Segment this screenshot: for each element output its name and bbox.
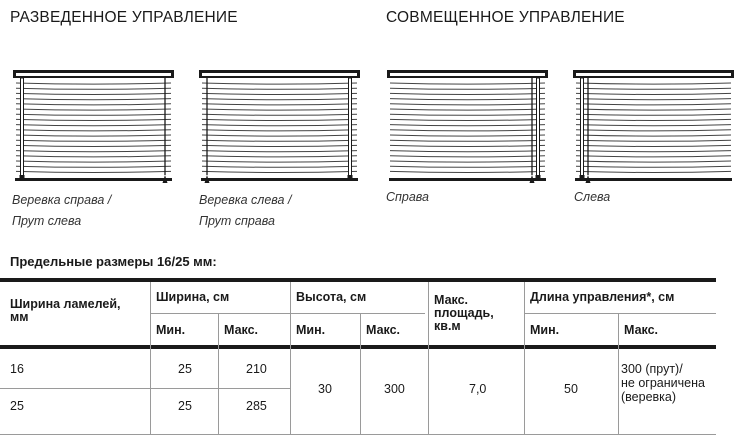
header-max-area <box>434 294 494 333</box>
cell-width-min-25: 25 <box>178 399 192 413</box>
header-line: кв.м <box>434 319 461 333</box>
slat <box>202 104 357 105</box>
cell-line: не ограничена <box>621 376 705 390</box>
grid-line <box>0 388 290 389</box>
slat <box>390 83 545 84</box>
bottom-rail <box>575 178 732 181</box>
slat <box>576 161 731 162</box>
slat <box>390 161 545 162</box>
grid-line <box>618 314 619 434</box>
caption-line: Веревка слева / <box>199 193 292 207</box>
slat <box>202 114 357 115</box>
slat <box>390 156 545 157</box>
cell-slat-16: 16 <box>10 362 24 376</box>
slat <box>576 140 731 141</box>
slat <box>202 93 357 94</box>
slat <box>390 151 545 152</box>
header-slat-width <box>10 298 121 324</box>
header-width: Ширина, см <box>156 290 230 304</box>
header-line: Ширина ламелей, <box>10 297 121 311</box>
grid-line <box>0 434 716 435</box>
slat <box>576 99 731 100</box>
slat <box>16 93 171 94</box>
slat <box>16 119 171 120</box>
slat <box>202 145 357 146</box>
slat <box>202 161 357 162</box>
slat <box>16 166 171 167</box>
slat <box>16 114 171 115</box>
bottom-rail <box>389 178 546 181</box>
slat <box>390 114 545 115</box>
slat <box>202 166 357 167</box>
slat <box>202 109 357 110</box>
header-control-length: Длина управления*, см <box>530 290 675 304</box>
slat <box>390 171 545 172</box>
header-height-min: Мин. <box>296 323 326 337</box>
slat <box>576 151 731 152</box>
slat <box>202 140 357 141</box>
slat <box>576 166 731 167</box>
slat <box>202 119 357 120</box>
cell-control-min: 50 <box>564 382 578 396</box>
slat <box>16 140 171 141</box>
blind-svg <box>12 67 175 185</box>
head-rail-inner <box>576 73 731 76</box>
header-control-min: Мин. <box>530 323 560 337</box>
slat <box>202 151 357 152</box>
blind-diagram-cord-right-rod-left <box>12 67 175 185</box>
slat <box>16 130 171 131</box>
grid-line <box>524 313 716 314</box>
grid-line <box>524 282 525 434</box>
cell-line: 300 (прут)/ <box>621 362 683 376</box>
slat <box>576 114 731 115</box>
slat <box>16 125 171 126</box>
caption-line: Прут справа <box>199 214 275 228</box>
caption-line: Справа <box>386 190 430 204</box>
blind-diagram-control-right <box>386 67 549 185</box>
control-rod-tip <box>348 175 353 180</box>
header-height: Высота, см <box>296 290 367 304</box>
slat <box>390 109 545 110</box>
table-top-rule <box>0 278 716 282</box>
slat <box>390 93 545 94</box>
caption-blind-4 <box>574 187 610 208</box>
grid-line <box>290 282 291 434</box>
cell-slat-25: 25 <box>10 399 24 413</box>
control-rod-tip <box>580 175 585 180</box>
header-width-min: Мин. <box>156 323 186 337</box>
head-rail-inner <box>390 73 545 76</box>
slat <box>576 109 731 110</box>
blind-svg <box>198 67 361 185</box>
cell-height-max: 300 <box>384 382 405 396</box>
slat <box>390 166 545 167</box>
header-line: площадь, <box>434 306 494 320</box>
control-rod <box>349 78 352 178</box>
separated-control-title: РАЗВЕДЕННОЕ УПРАВЛЕНИЕ <box>10 9 238 26</box>
slat <box>390 125 545 126</box>
slat <box>576 171 731 172</box>
blind-svg <box>386 67 549 185</box>
slat <box>576 145 731 146</box>
cell-line: (веревка) <box>621 390 677 404</box>
caption-blind-3 <box>386 187 429 208</box>
grid-line <box>150 282 151 434</box>
header-control-max: Макс. <box>624 323 659 337</box>
cell-width-max-16: 210 <box>246 362 267 376</box>
cell-max-area: 7,0 <box>469 382 487 396</box>
caption-line: Прут слева <box>12 214 82 228</box>
head-rail-inner <box>202 73 357 76</box>
grid-line <box>150 313 425 314</box>
cell-width-max-25: 285 <box>246 399 267 413</box>
slat <box>390 104 545 105</box>
blind-diagram-control-left <box>572 67 735 185</box>
slat <box>576 135 731 136</box>
slat <box>390 145 545 146</box>
slat <box>16 83 171 84</box>
cell-height-min: 30 <box>318 382 332 396</box>
slat <box>16 135 171 136</box>
size-limits-table <box>0 278 716 436</box>
cell-control-max <box>621 362 705 404</box>
bottom-rail <box>15 178 172 181</box>
slat <box>202 156 357 157</box>
control-rod <box>537 78 540 178</box>
table-header-rule <box>0 345 716 349</box>
slat <box>576 119 731 120</box>
slat <box>16 99 171 100</box>
caption-blind-2 <box>199 190 291 232</box>
slat <box>202 135 357 136</box>
slat <box>16 104 171 105</box>
grid-line <box>218 314 219 434</box>
slat <box>16 151 171 152</box>
slat <box>390 99 545 100</box>
slat <box>390 88 545 89</box>
cell-width-min-16: 25 <box>178 362 192 376</box>
slat <box>16 156 171 157</box>
control-rod-tip <box>20 175 25 180</box>
control-rod <box>21 78 24 178</box>
slat <box>576 156 731 157</box>
slat <box>390 119 545 120</box>
blind-svg <box>572 67 735 185</box>
slat <box>576 93 731 94</box>
slat <box>576 83 731 84</box>
slat <box>576 125 731 126</box>
slat <box>202 130 357 131</box>
limits-title: Предельные размеры 16/25 мм: <box>10 254 217 269</box>
caption-line: Веревка справа / <box>12 193 112 207</box>
header-height-max: Макс. <box>366 323 401 337</box>
grid-line <box>360 314 361 434</box>
slat <box>202 171 357 172</box>
bottom-rail <box>201 178 358 181</box>
slat <box>576 130 731 131</box>
blind-diagram-cord-left-rod-right <box>198 67 361 185</box>
slat <box>16 161 171 162</box>
slat <box>16 145 171 146</box>
caption-line: Слева <box>574 190 611 204</box>
slat <box>390 140 545 141</box>
head-rail-inner <box>16 73 171 76</box>
caption-blind-1 <box>12 190 111 232</box>
grid-line <box>428 282 429 434</box>
slat <box>390 135 545 136</box>
slat <box>202 83 357 84</box>
header-line: мм <box>10 310 29 324</box>
slat <box>576 88 731 89</box>
combined-control-title: СОВМЕЩЕННОЕ УПРАВЛЕНИЕ <box>386 9 625 26</box>
slat <box>202 88 357 89</box>
control-rod-tip <box>536 175 541 180</box>
slat <box>202 99 357 100</box>
header-width-max: Макс. <box>224 323 259 337</box>
slat <box>16 88 171 89</box>
slat <box>202 125 357 126</box>
control-rod <box>581 78 584 178</box>
header-line: Макс. <box>434 293 469 307</box>
slat <box>16 109 171 110</box>
slat <box>16 171 171 172</box>
slat <box>576 104 731 105</box>
slat <box>390 130 545 131</box>
